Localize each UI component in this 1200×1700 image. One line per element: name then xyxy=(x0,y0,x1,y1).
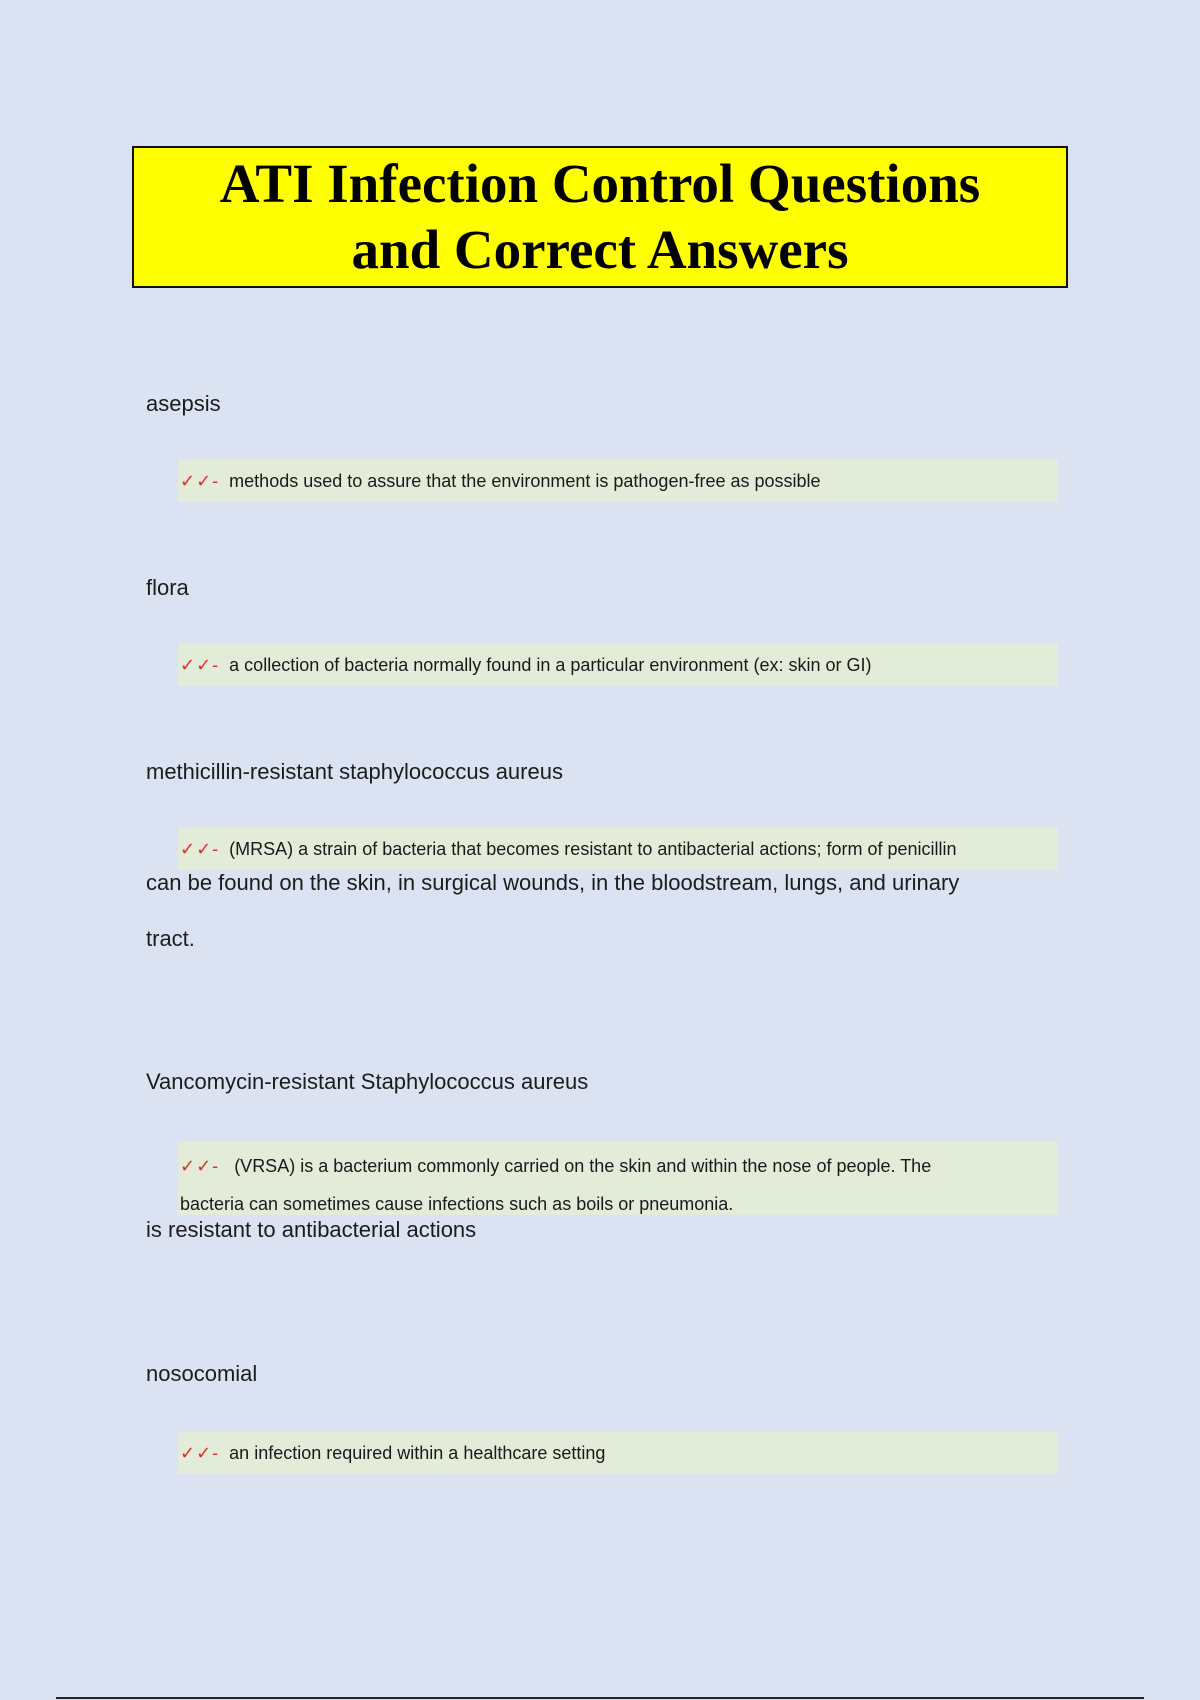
term-vrsa: Vancomycin-resistant Staphylococcus aureus xyxy=(146,1069,589,1094)
answer-line-1 xyxy=(180,1147,1046,1185)
term-asepsis: asepsis xyxy=(146,391,221,416)
checkmark-icon: ✓✓- xyxy=(180,1443,220,1463)
answer-text: an infection required within a healthcare setting xyxy=(229,1443,606,1463)
footer-divider xyxy=(56,1697,1144,1699)
checkmark-icon: ✓✓- xyxy=(180,471,220,491)
answer-flora xyxy=(178,644,1058,686)
document-title-box xyxy=(132,146,1068,288)
mrsa-continuation-line-2: tract. xyxy=(146,926,195,951)
mrsa-continuation-line-1: can be found on the skin, in surgical wounds, in the bloodstream, lungs, and urinary xyxy=(146,870,960,895)
checkmark-icon: ✓✓- xyxy=(180,655,220,675)
checkmark-icon: ✓✓- xyxy=(180,839,220,859)
answer-text: (MRSA) a strain of bacteria that becomes resistant to antibacterial actions; form of penicillin xyxy=(229,839,957,859)
term-mrsa: methicillin-resistant staphylococcus aureus xyxy=(146,759,563,784)
document-title-line-1: ATI Infection Control Questions xyxy=(219,153,981,214)
answer-nosocomial xyxy=(178,1432,1058,1474)
answer-text: (VRSA) is a bacterium commonly carried on the skin and within the nose of people. The xyxy=(234,1156,932,1176)
answer-line-2: bacteria can sometimes cause infections such as boils or pneumonia. xyxy=(180,1194,734,1214)
answer-text: methods used to assure that the environment is pathogen-free as possible xyxy=(229,471,821,491)
term-nosocomial: nosocomial xyxy=(146,1361,258,1386)
document-title-line-2: and Correct Answers xyxy=(351,219,849,280)
vrsa-continuation-line-1: is resistant to antibacterial actions xyxy=(146,1217,477,1242)
answer-mrsa xyxy=(178,828,1058,870)
answer-asepsis xyxy=(178,460,1058,502)
answer-text: a collection of bacteria normally found in a particular environment (ex: skin or GI) xyxy=(229,655,872,675)
checkmark-icon: ✓✓- xyxy=(180,1156,220,1176)
answer-vrsa xyxy=(178,1141,1058,1215)
term-flora: flora xyxy=(146,575,189,600)
